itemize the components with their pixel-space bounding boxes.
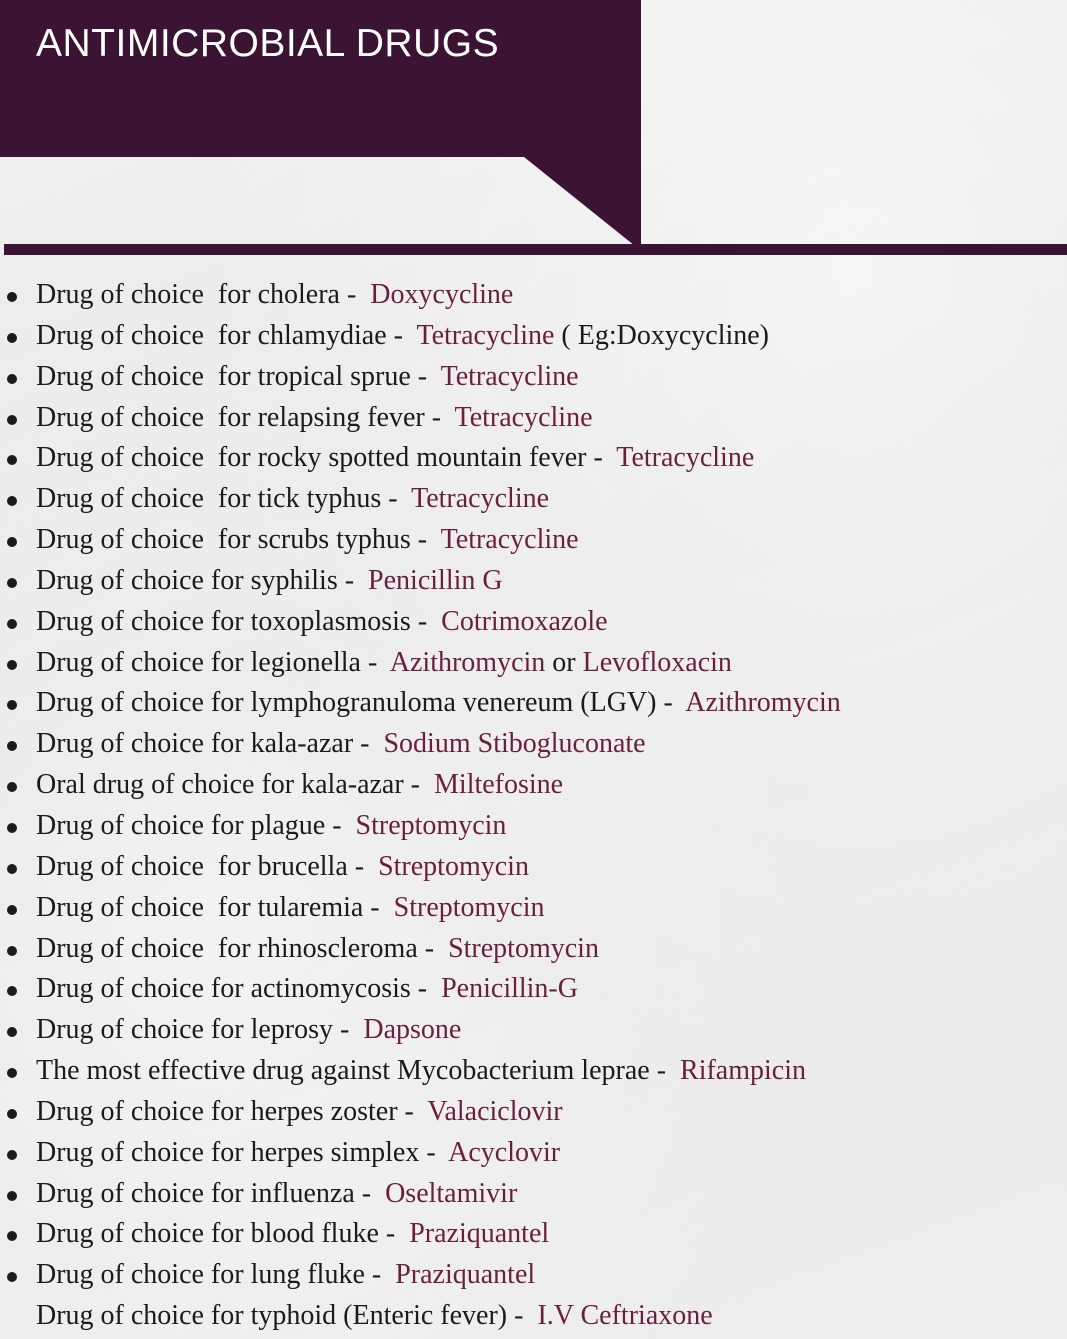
list-item bbox=[0, 1174, 841, 1215]
list-item bbox=[0, 1214, 841, 1255]
list-item bbox=[0, 929, 841, 970]
item-label: The most effective drug against Mycobacterium leprae - bbox=[36, 1055, 674, 1087]
item-label: Drug of choice for herpes simplex - bbox=[36, 1136, 443, 1168]
drug-name: Azithromycin bbox=[384, 646, 546, 678]
list-item bbox=[0, 1010, 841, 1051]
list-item bbox=[0, 602, 841, 643]
item-label: Drug of choice for legionella - bbox=[36, 646, 385, 678]
bullet-icon bbox=[7, 455, 17, 465]
drug-name: Streptomycin bbox=[371, 850, 529, 882]
drug-name: Penicillin-G bbox=[434, 973, 578, 1005]
bullet-icon bbox=[7, 374, 17, 384]
bullet-icon bbox=[7, 1109, 17, 1119]
item-label: Drug of choice for blood fluke - bbox=[36, 1218, 403, 1250]
item-label: Drug of choice for kala-azar - bbox=[36, 728, 377, 760]
item-label: Drug of choice for scrubs typhus - bbox=[36, 524, 435, 556]
drug-name-alt: Levofloxacin bbox=[582, 646, 732, 678]
bullet-icon bbox=[7, 864, 17, 874]
drug-name: Miltefosine bbox=[427, 769, 564, 801]
item-label: Drug of choice for tularemia - bbox=[36, 891, 387, 923]
item-label: Oral drug of choice for kala-azar - bbox=[36, 769, 428, 801]
item-label: Drug of choice for tropical sprue - bbox=[36, 360, 435, 392]
list-item bbox=[0, 765, 841, 806]
bullet-icon bbox=[7, 537, 17, 547]
item-label: Drug of choice for actinomycosis - bbox=[36, 973, 435, 1005]
list-item bbox=[0, 1051, 841, 1092]
drug-name: Dapsone bbox=[356, 1014, 462, 1046]
drug-name: Tetracycline bbox=[609, 442, 755, 474]
list-item bbox=[0, 683, 841, 724]
item-note: or bbox=[545, 646, 583, 678]
drug-name: Tetracycline bbox=[448, 401, 593, 433]
drug-name: Doxycycline bbox=[363, 279, 514, 310]
bullet-icon bbox=[7, 578, 17, 588]
drug-name: Rifampicin bbox=[673, 1055, 806, 1087]
list-item bbox=[0, 275, 841, 316]
drug-name: Tetracycline bbox=[404, 483, 550, 515]
item-label: Drug of choice for typhoid (Enteric fever) - bbox=[36, 1300, 531, 1332]
list-item bbox=[0, 888, 841, 929]
drug-name: I.V Ceftriaxone bbox=[530, 1300, 713, 1332]
list-item bbox=[0, 724, 841, 765]
page-title: ANTIMICROBIAL DRUGS bbox=[36, 22, 500, 65]
list-item bbox=[0, 1133, 841, 1174]
drug-list bbox=[0, 275, 841, 1337]
bullet-icon bbox=[7, 986, 17, 996]
list-item bbox=[0, 438, 841, 479]
list-item bbox=[0, 643, 841, 684]
bullet-icon bbox=[7, 496, 17, 506]
item-label: Drug of choice for leprosy - bbox=[36, 1014, 357, 1046]
item-label: Drug of choice for cholera - bbox=[36, 279, 364, 310]
drug-name: Tetracycline bbox=[434, 360, 579, 392]
drug-name: Cotrimoxazole bbox=[434, 605, 608, 637]
list-item bbox=[0, 316, 841, 357]
drug-name: Praziquantel bbox=[402, 1218, 550, 1250]
bullet-icon bbox=[7, 741, 17, 751]
bullet-icon bbox=[7, 1272, 17, 1282]
item-label: Drug of choice for syphilis - bbox=[36, 564, 362, 596]
list-item bbox=[0, 398, 841, 439]
drug-name: Oseltamivir bbox=[378, 1177, 518, 1209]
item-label: Drug of choice for herpes zoster - bbox=[36, 1095, 421, 1127]
list-item bbox=[0, 969, 841, 1010]
item-label: Drug of choice for toxoplasmosis - bbox=[36, 605, 435, 637]
item-label: Drug of choice for relapsing fever - bbox=[36, 401, 449, 433]
bullet-icon bbox=[7, 333, 17, 343]
bullet-icon bbox=[7, 619, 17, 629]
drug-name: Sodium Stibogluconate bbox=[376, 728, 646, 760]
item-label: Drug of choice for brucella - bbox=[36, 850, 372, 882]
list-item bbox=[0, 1255, 841, 1296]
bullet-icon bbox=[7, 782, 17, 792]
bullet-icon bbox=[7, 660, 17, 670]
bullet-icon bbox=[7, 1191, 17, 1201]
item-label: Drug of choice for plague - bbox=[36, 809, 349, 841]
list-item bbox=[0, 847, 841, 888]
list-item bbox=[0, 561, 841, 602]
list-item bbox=[0, 806, 841, 847]
item-label: Drug of choice for rocky spotted mountain fever - bbox=[36, 442, 610, 474]
item-label: Drug of choice for lung fluke - bbox=[36, 1259, 389, 1291]
bullet-icon bbox=[7, 415, 17, 425]
item-label: Drug of choice for tick typhus - bbox=[36, 483, 405, 515]
bullet-icon bbox=[7, 1150, 17, 1160]
drug-name: Tetracycline bbox=[409, 319, 555, 351]
list-item bbox=[0, 1296, 841, 1337]
drug-name: Streptomycin bbox=[386, 891, 545, 923]
drug-name: Streptomycin bbox=[441, 932, 599, 964]
banner-notch-shape bbox=[0, 0, 641, 250]
drug-name: Valaciclovir bbox=[420, 1095, 563, 1127]
bullet-icon bbox=[7, 1231, 17, 1241]
item-label: Drug of choice for rhinoscleroma - bbox=[36, 932, 442, 964]
drug-name: Acyclovir bbox=[442, 1136, 561, 1168]
drug-name: Penicillin G bbox=[361, 564, 503, 596]
drug-name: Azithromycin bbox=[679, 687, 841, 719]
bullet-icon bbox=[7, 292, 17, 302]
drug-name: Praziquantel bbox=[388, 1259, 536, 1291]
banner-notch bbox=[0, 0, 641, 250]
bullet-icon bbox=[7, 905, 17, 915]
drug-name: Streptomycin bbox=[348, 809, 507, 841]
item-note: ( Eg:Doxycycline) bbox=[554, 319, 769, 351]
list-item bbox=[0, 1092, 841, 1133]
bullet-icon bbox=[7, 700, 17, 710]
item-label: Drug of choice for chlamydiae - bbox=[36, 319, 410, 351]
item-label: Drug of choice for influenza - bbox=[36, 1177, 379, 1209]
bullet-icon bbox=[7, 1068, 17, 1078]
list-item bbox=[0, 479, 841, 520]
drug-name: Tetracycline bbox=[434, 524, 579, 556]
item-label: Drug of choice for lymphogranuloma venereum (LGV) - bbox=[36, 687, 680, 719]
bullet-icon bbox=[7, 1027, 17, 1037]
list-item bbox=[0, 357, 841, 398]
bullet-icon bbox=[7, 946, 17, 956]
header-divider bbox=[4, 244, 1067, 255]
bullet-icon bbox=[7, 823, 17, 833]
list-item bbox=[0, 520, 841, 561]
